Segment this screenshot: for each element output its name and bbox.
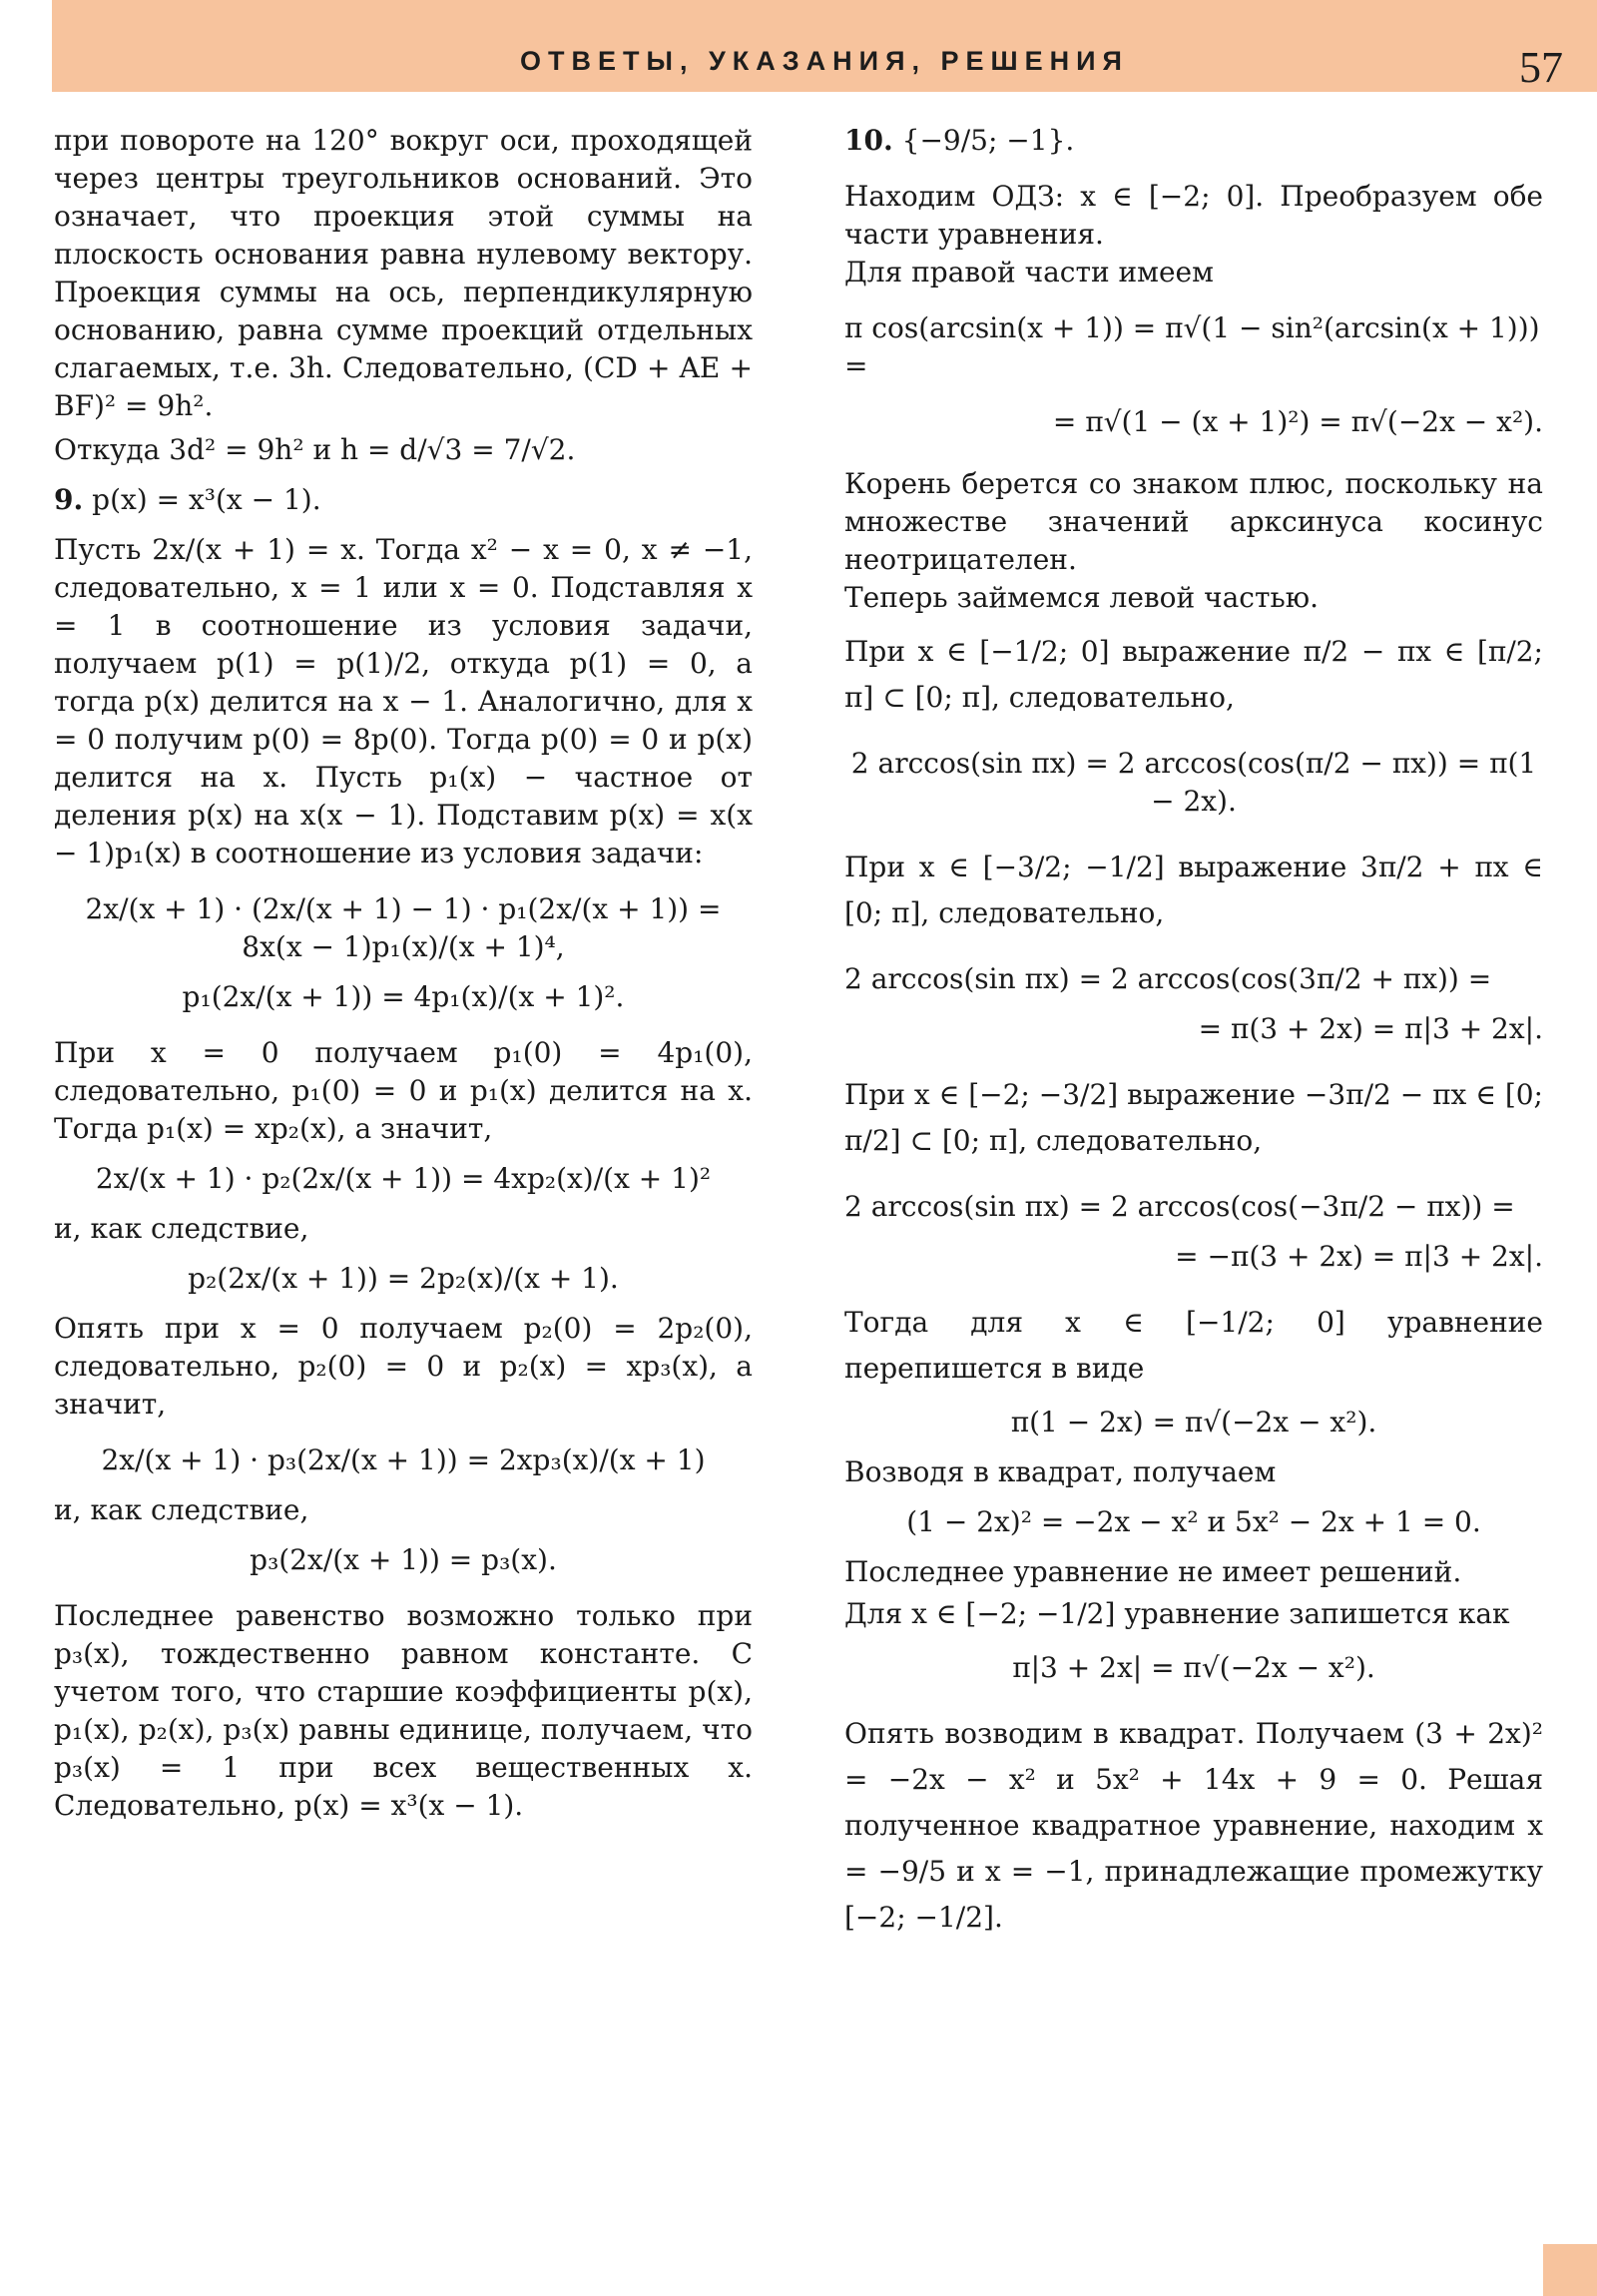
paragraph: Последнее равенство возможно только при p₃(x), тождественно равном константе. С учетом того, что старшие коэффициенты p(x), p₁(x), p₂(x), p₃(x) равны единице, получаем, что p₃(x) = 1 при всех вещественных x. Следовательно, p(x) = x³(x − 1). xyxy=(54,1599,753,1822)
paragraph: При x ∈ [−3/2; −1/2] выражение 3π/2 + πx ∈ [0; π], следовательно, xyxy=(844,851,1543,929)
paragraph: Тогда для x ∈ [−1/2; 0] уравнение перепишется в виде xyxy=(844,1306,1543,1385)
paragraph: и, как следствие, xyxy=(54,1212,309,1245)
formula: 2 arccos(sin πx) = 2 arccos(cos(3π/2 + πx)) = xyxy=(844,962,1492,995)
formula: p₃(2x/(x + 1)) = p₃(x). xyxy=(250,1543,557,1576)
paragraph: Находим ОДЗ: x ∈ [−2; 0]. Преобразуем обе части уравнения. xyxy=(844,180,1543,251)
corner-decoration xyxy=(1543,2244,1597,2296)
formula: p₁(2x/(x + 1)) = 4p₁(x)/(x + 1)². xyxy=(182,980,625,1013)
formula: = π(3 + 2x) = π|3 + 2x|. xyxy=(1198,1012,1543,1045)
answer-text: {−9/5; −1}. xyxy=(901,124,1075,157)
answer-text: p(x) = x³(x − 1). xyxy=(92,483,321,516)
paragraph: Последнее уравнение не имеет решений. xyxy=(844,1555,1462,1588)
formula: π cos(arcsin(x + 1)) = π√(1 − sin²(arcsin(x + 1))) = xyxy=(844,311,1540,382)
paragraph: и, как следствие, xyxy=(54,1493,309,1526)
paragraph: Опять при x = 0 получаем p₂(0) = 2p₂(0), следовательно, p₂(0) = 0 и p₂(x) = xp₃(x), а значит, xyxy=(54,1312,753,1421)
paragraph: При x = 0 получаем p₁(0) = 4p₁(0), следовательно, p₁(0) = 0 и p₁(x) делится на x. Тогда p₁(x) = xp₂(x), а значит, xyxy=(54,1036,753,1145)
paragraph: Опять возводим в квадрат. Получаем (3 + 2x)² = −2x − x² и 5x² + 14x + 9 = 0. Решая полученное квадратное уравнение, находим x = −9/5 и x = −1, принадлежащие промежутку [−2; −1/2]. xyxy=(844,1717,1543,1934)
formula: 2 arccos(sin πx) = 2 arccos(cos(π/2 − πx)) = π(1 − 2x). xyxy=(850,747,1537,818)
formula: π(1 − 2x) = π√(−2x − x²). xyxy=(1010,1406,1377,1438)
page-number: 57 xyxy=(1519,43,1563,92)
paragraph: При x ∈ [−2; −3/2] выражение −3π/2 − πx ∈ [0; π/2] ⊂ [0; π], следовательно, xyxy=(844,1078,1543,1157)
formula: (1 − 2x)² = −2x − x² и 5x² − 2x + 1 = 0. xyxy=(906,1505,1481,1538)
problem-number: 9. xyxy=(54,483,84,516)
paragraph: Откуда 3d² = 9h² и h = d/√3 = 7/√2. xyxy=(54,433,576,466)
problem-number: 10. xyxy=(844,124,893,157)
page-header xyxy=(52,0,1597,92)
paragraph: Возводя в квадрат, получаем xyxy=(844,1455,1277,1488)
paragraph: Пусть 2x/(x + 1) = x. Тогда x² − x = 0, x ≠ −1, следовательно, x = 1 или x = 0. Подставляя x = 1 в соотношение из условия задачи, получаем p(1) = p(1)/2, откуда p(1) = 0, а тогда p(x) делится на x − 1. Аналогично, для x = 0 получим p(0) = 8p(0). Тогда p(0) = 0 и p(x) делится на x. Пусть p₁(x) − частное от деления p(x) на x(x − 1). Подставим p(x) = x(x − 1)p₁(x) в соотношение из условия задачи: xyxy=(54,533,753,869)
formula: 2 arccos(sin πx) = 2 arccos(cos(−3π/2 − πx)) = xyxy=(844,1190,1515,1223)
formula: 2x/(x + 1) · (2x/(x + 1) − 1) · p₁(2x/(x + 1)) = 8x(x − 1)p₁(x)/(x + 1)⁴, xyxy=(85,892,722,963)
formula: = −π(3 + 2x) = π|3 + 2x|. xyxy=(1175,1240,1543,1273)
paragraph: при повороте на 120° вокруг оси, проходящей через центры треугольников оснований. Это означает, что проекция этой суммы на плоскость основания равна нулевому вектору. Проекция суммы на ось, перпендикулярную основанию, равна сумме проекций отдельных слагаемых, т.е. 3h. Следовательно, (CD + AE + BF)² = 9h². xyxy=(54,124,753,422)
formula: = π√(1 − (x + 1)²) = π√(−2x − x²). xyxy=(1052,405,1543,438)
right-column xyxy=(844,122,1543,1941)
header-title: ОТВЕТЫ, УКАЗАНИЯ, РЕШЕНИЯ xyxy=(520,46,1129,76)
formula: 2x/(x + 1) · p₂(2x/(x + 1)) = 4xp₂(x)/(x + 1)² xyxy=(95,1162,712,1195)
paragraph: При x ∈ [−1/2; 0] выражение π/2 − πx ∈ [π/2; π] ⊂ [0; π], следовательно, xyxy=(844,635,1543,714)
formula: π|3 + 2x| = π√(−2x − x²). xyxy=(1012,1651,1375,1684)
paragraph: Теперь займемся левой частью. xyxy=(844,581,1319,614)
formula: p₂(2x/(x + 1)) = 2p₂(x)/(x + 1). xyxy=(188,1262,619,1295)
formula: 2x/(x + 1) · p₃(2x/(x + 1)) = 2xp₃(x)/(x + 1) xyxy=(101,1443,706,1476)
paragraph: Корень берется со знаком плюс, поскольку на множестве значений арксинуса косинус неотрицателен. xyxy=(844,467,1543,576)
paragraph: Для правой части имеем xyxy=(844,256,1214,288)
problem-9-answer xyxy=(54,481,753,519)
paragraph: Для x ∈ [−2; −1/2] уравнение запишется как xyxy=(844,1597,1510,1630)
left-column xyxy=(54,122,753,1825)
problem-10-answer xyxy=(844,122,1543,160)
